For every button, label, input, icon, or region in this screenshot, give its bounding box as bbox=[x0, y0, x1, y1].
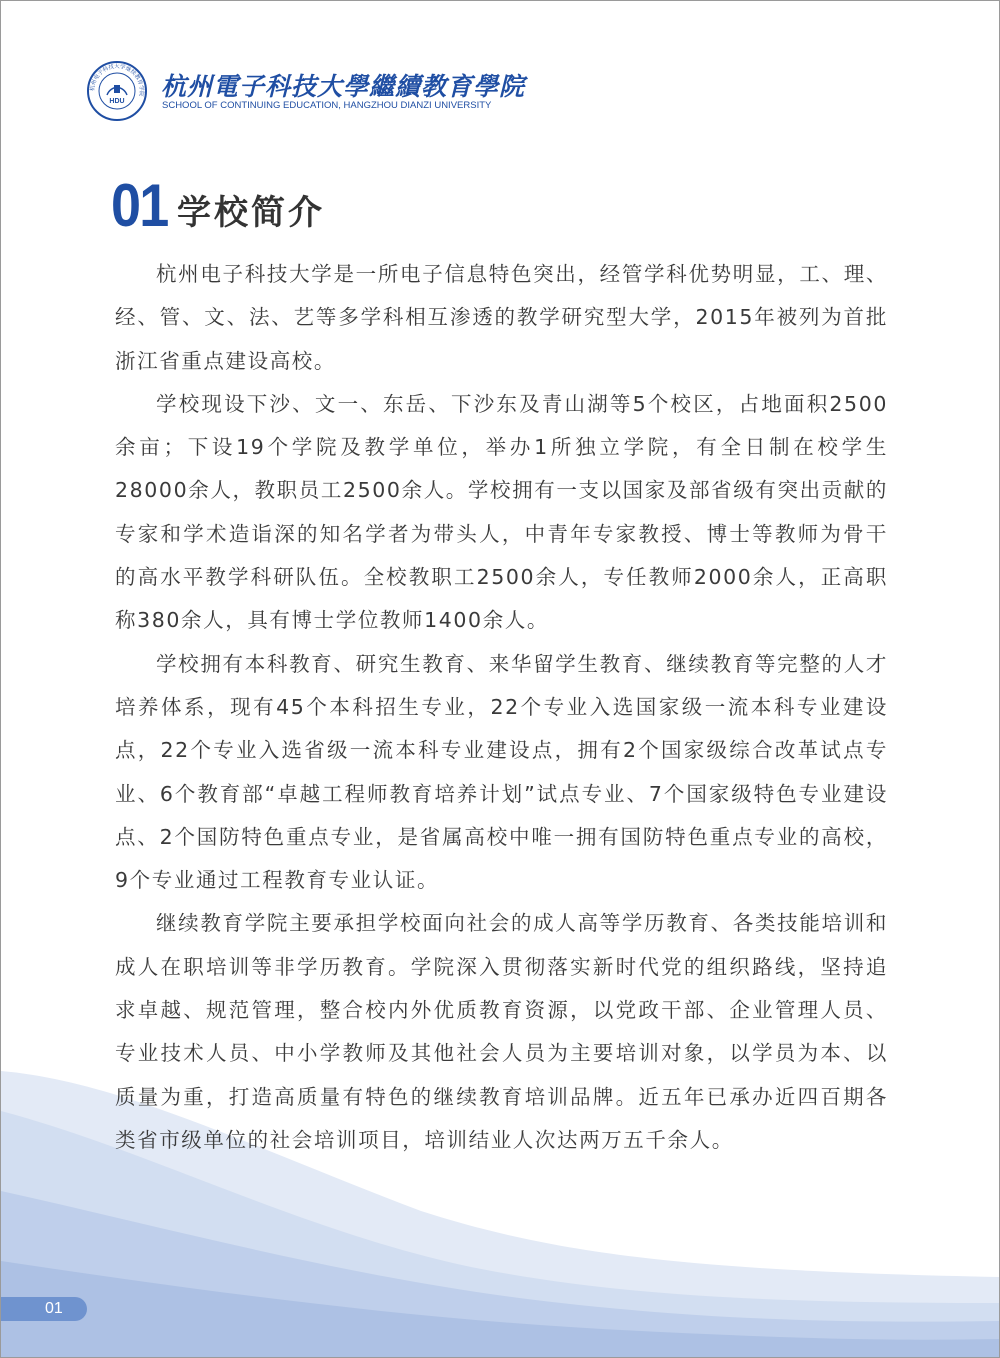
page-number: 01 bbox=[1, 1297, 87, 1321]
section-title: 学校简介 bbox=[177, 193, 325, 233]
body-text bbox=[115, 253, 888, 1162]
paragraph: 杭州电子科技大学是一所电子信息特色突出，经管学科优势明显，工、理、经、管、文、法、艺等多学科相互渗透的教学研究型大学，2015年被列为首批浙江省重点建设高校。 bbox=[115, 262, 888, 373]
section-number: 01 bbox=[111, 172, 168, 239]
institution-name-chinese: 杭州電子科技大學繼續教育學院 bbox=[161, 72, 526, 101]
logo-text: HDU bbox=[109, 98, 125, 105]
paragraph: 继续教育学院主要承担学校面向社会的成人高等学历教育、各类技能培训和成人在职培训等非学历教育。学院深入贯彻落实新时代党的组织路线，坚持追求卓越、规范管理，整合校内外优质教育资源，以党政干部、企业管理人员、专业技术人员、中小学教师及其他社会人员为主要培训对象，以学员为本、以质量为重，打造高质量有特色的继续教育培训品牌。近五年已承办近四百期各类省市级单位的社会培训项目，培训结业人次达两万五千余人。 bbox=[115, 911, 888, 1152]
hdu-seal-icon bbox=[87, 61, 147, 121]
logo-ring-text: 杭州电子科技大学继续教育学院 bbox=[89, 63, 145, 97]
paragraph: 学校拥有本科教育、研究生教育、来华留学生教育、继续教育等完整的人才培养体系，现有45个本科招生专业，22个专业入选国家级一流本科专业建设点，22个专业入选省级一流本科专业建设点，拥有2个国家级综合改革试点专业、6个教育部“卓越工程师教育培养计划”试点专业、7个国家级特色专业建设点、2个国防特色重点专业，是省属高校中唯一拥有国防特色重点专业的高校，9个专业通过工程教育专业认证。 bbox=[115, 651, 888, 893]
paragraph: 学校现设下沙、文一、东岳、下沙东及青山湖等5个校区，占地面积2500余亩；下设19个学院及教学单位，举办1所独立学院，有全日制在校学生28000余人，教职员工2500余人。学校拥有一支以国家及部省级有突出贡献的专家和学术造诣深的知名学者为带头人，中青年专家教授、博士等教师为骨干的高水平教学科研队伍。全校教职工2500余人，专任教师2000余人，正高职称380余人，具有博士学位教师1400余人。 bbox=[115, 391, 888, 633]
institution-name-english: SCHOOL OF CONTINUING EDUCATION, HANGZHOU DIANZI UNIVERSITY bbox=[162, 100, 492, 111]
header bbox=[87, 61, 526, 121]
